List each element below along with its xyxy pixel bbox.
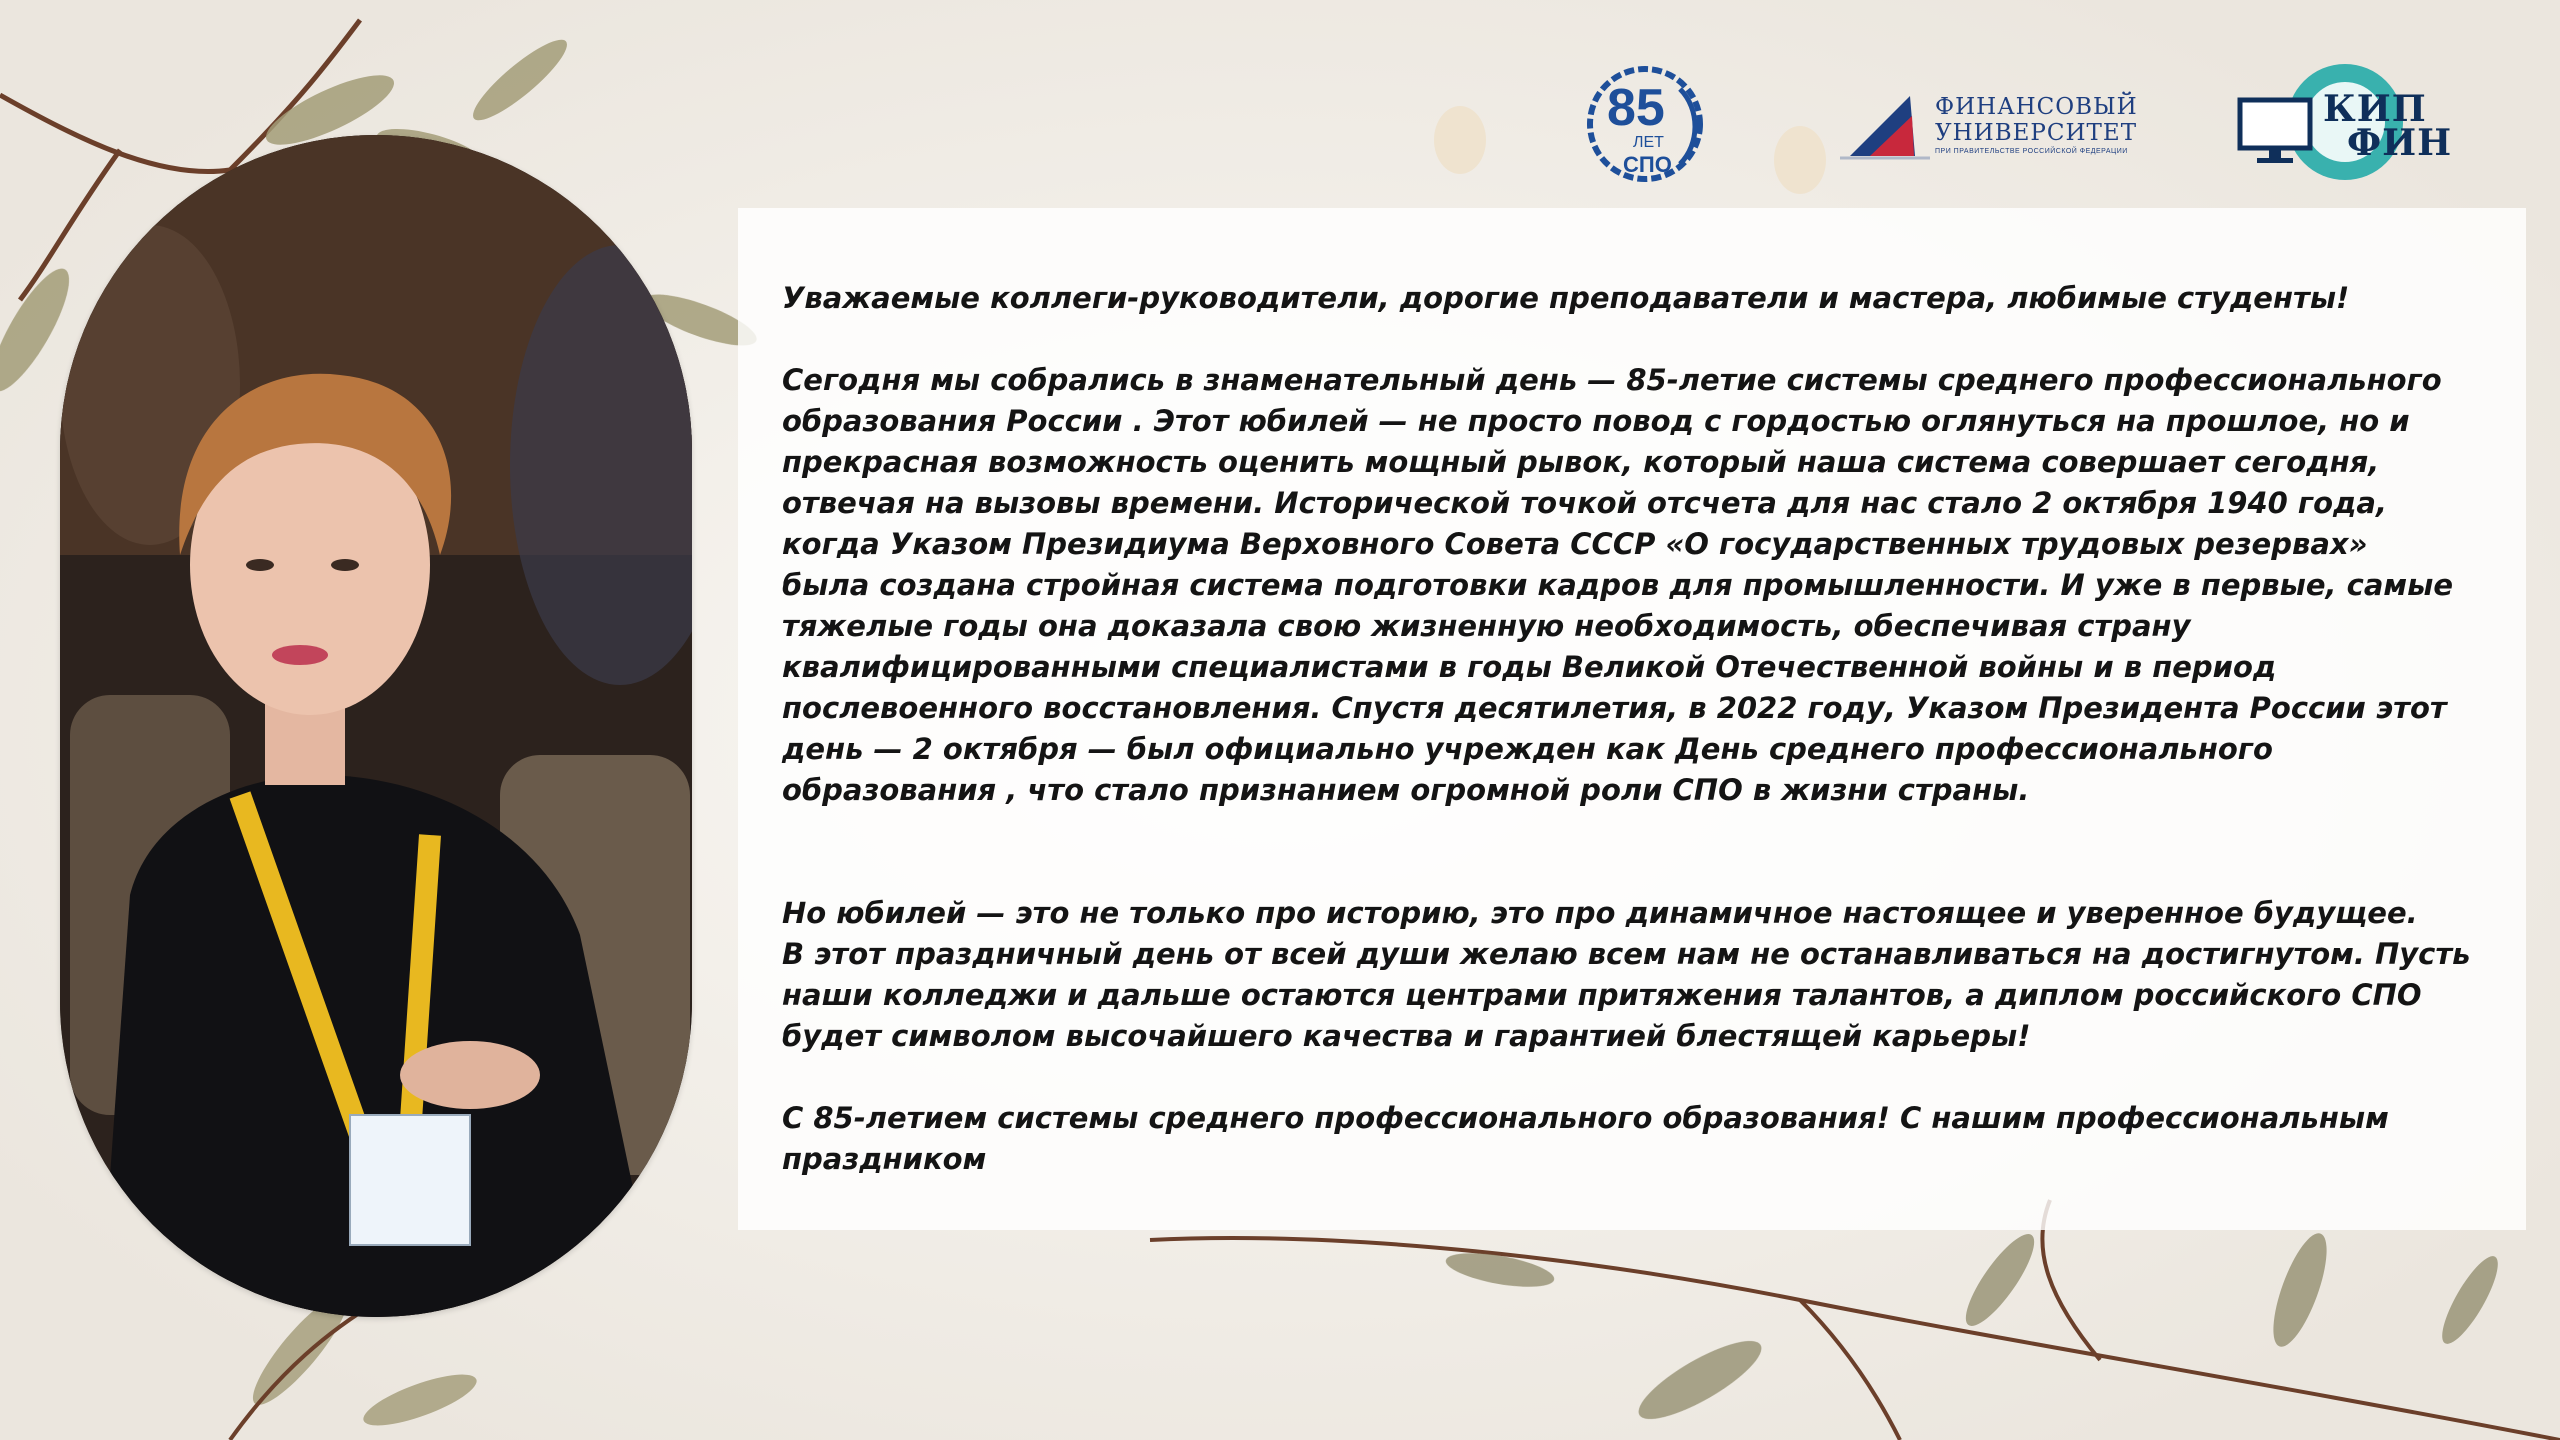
letter-line: прекрасная возможность оценить мощный рывок, который наша система совершает сегодня, [782,445,2380,479]
letter-paragraph-1 [782,360,2502,811]
letter-line: тяжелые годы она доказала свою жизненную необходимость, обеспечивая страну [782,609,2191,643]
letter-paragraph-2 [782,893,2502,1057]
letter-line: Но юбилей — это не только про историю, это про динамичное настоящее и уверенное будущее. [782,896,2418,930]
letter-line: когда Указом Президиума Верховного Совета СССР «О государственных трудовых резервах» [782,527,2368,561]
logo-financial-university [1840,76,2138,166]
letter-line: отвечая на вызовы времени. Исторической точкой отсчета для нас стало 2 октября 1940 года, [782,486,2388,520]
logo-85-line1: ЛЕТ [1633,134,1664,151]
logo-kip-line1: КИП [2323,88,2427,130]
letter-greeting: Уважаемые коллеги-руководители, дорогие преподаватели и мастера, любимые студенты! [782,281,2350,315]
logo-85-years-spo [1585,64,1715,184]
logo-85-line2: СПО [1623,152,1672,177]
logo-fu-line1: ФИНАНСОВЫЙ [1935,94,2138,120]
logo-kip-line2: ФИН [2347,122,2453,164]
letter-line: послевоенного восстановления. Спустя десятилетия, в 2022 году, Указом Президента России этот [782,691,2447,725]
logo-kipfin [2235,60,2453,185]
university-emblem-icon [1840,76,1930,166]
letter-line: будет символом высочайшего качества и гарантией блестящей карьеры! [782,1019,2031,1053]
letter-closing [782,1098,2502,1180]
letter-line: В этот праздничный день от всей души желаю всем нам не останавливаться на достигнутом. Пусть [782,937,2471,971]
logo-85-number: 85 [1607,79,1665,137]
letter-line: образования , что стало признанием огромной роли СПО в жизни страны. [782,773,2030,807]
letter-line: была создана стройная система подготовки кадров для промышленности. И уже в первые, самые [782,568,2454,602]
greeting-letter [782,278,2502,1180]
logo-fu-line2: УНИВЕРСИТЕТ [1935,120,2138,146]
logo-fu-line3: ПРИ ПРАВИТЕЛЬСТВЕ РОССИЙСКОЙ ФЕДЕРАЦИИ [1935,148,2128,155]
letter-line: праздником [782,1142,987,1176]
letter-line: образования России . Этот юбилей — не просто повод с гордостью оглянуться на прошлое, но и [782,404,2410,438]
letter-line: квалифицированными специалистами в годы Великой Отечественной войны и в период [782,650,2277,684]
letter-line: день — 2 октября — был официально учрежден как День среднего профессионального [782,732,2273,766]
letter-line: С 85-летием системы среднего профессионального образования! С нашим профессиональным [782,1101,2389,1135]
portrait-photo [60,135,692,1317]
letter-line: Сегодня мы собрались в знаменательный день — 85-летие системы среднего профессионального [782,363,2442,397]
letter-line: наши колледжи и дальше остаются центрами притяжения талантов, а диплом российского СПО [782,978,2422,1012]
